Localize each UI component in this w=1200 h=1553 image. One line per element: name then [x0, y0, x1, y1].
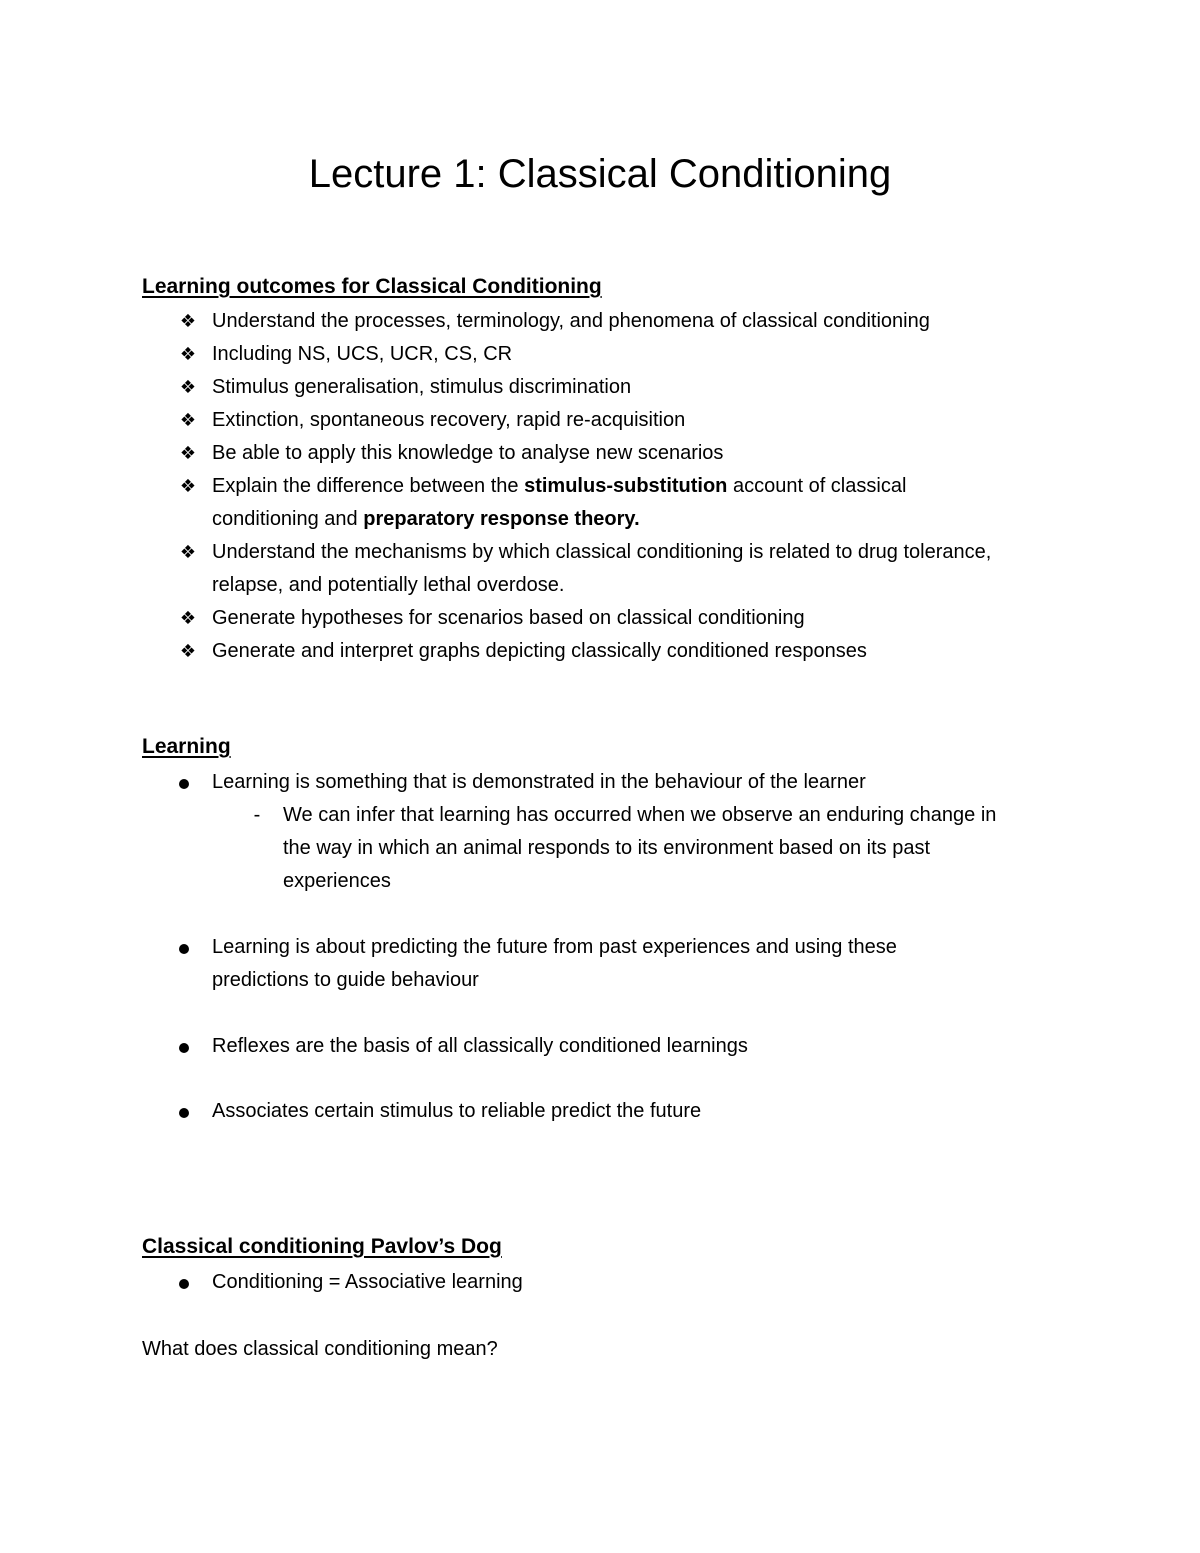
list-item-text: Be able to apply this knowledge to analyse new scenarios [212, 442, 724, 464]
list-item-text: Understand the processes, terminology, and phenomena of classical conditioning [212, 310, 930, 332]
list-item-text: account of classical [727, 475, 907, 497]
list-item-text: Including NS, UCS, UCR, CS, CR [212, 343, 513, 365]
list-item [179, 602, 1072, 635]
list-item-text: Conditioning = Associative learning [212, 1271, 523, 1293]
sub-list-item-text: experiences [283, 870, 391, 892]
list-item [179, 338, 1072, 371]
list-item-text: conditioning and [212, 508, 364, 530]
list-item [179, 371, 1072, 404]
list-item-text: predictions to guide behaviour [212, 969, 479, 991]
list-item-text: Explain the difference between the [212, 475, 525, 497]
list-item [212, 1266, 1072, 1299]
diamond-bullet-icon: ❖ [179, 344, 197, 364]
list-item-text: Understand the mechanisms by which classical conditioning is related to drug tolerance, [212, 541, 992, 563]
dash-bullet-icon: - [253, 804, 261, 826]
diamond-bullet-icon: ❖ [179, 476, 197, 496]
list-item [212, 766, 1072, 799]
list-item [179, 437, 1072, 470]
list-item [179, 635, 1072, 668]
round-bullet-icon [179, 1043, 189, 1053]
section-heading-learning: Learning [142, 735, 231, 758]
bold-term-stimulus-substitution: stimulus-substitution [524, 475, 728, 497]
round-bullet-icon [179, 944, 189, 954]
diamond-bullet-icon: ❖ [179, 410, 197, 430]
sub-list-item-text: the way in which an animal responds to its environment based on its past [283, 837, 931, 859]
list-item-text: Generate and interpret graphs depicting classically conditioned responses [212, 640, 867, 662]
diamond-bullet-icon: ❖ [179, 542, 197, 562]
section-heading-learning-outcomes: Learning outcomes for Classical Conditioning [142, 275, 602, 298]
list-item [212, 1095, 1072, 1128]
question-text: What does classical conditioning mean? [142, 1338, 498, 1360]
list-item-text: relapse, and potentially lethal overdose. [212, 574, 565, 596]
sub-list-item-text: We can infer that learning has occurred when we observe an enduring change in [283, 804, 997, 826]
list-item [212, 1030, 1072, 1063]
diamond-bullet-icon: ❖ [179, 608, 197, 628]
list-item [212, 931, 1072, 997]
list-item-text: Reflexes are the basis of all classically conditioned learnings [212, 1035, 748, 1057]
diamond-bullet-icon: ❖ [179, 443, 197, 463]
round-bullet-icon [179, 1279, 189, 1289]
list-item [179, 536, 1072, 602]
sub-list-item [253, 799, 1073, 898]
list-item-text: Extinction, spontaneous recovery, rapid re-acquisition [212, 409, 686, 431]
diamond-bullet-icon: ❖ [179, 377, 197, 397]
list-item-text: Learning is something that is demonstrated in the behaviour of the learner [212, 771, 866, 793]
page-title: Lecture 1: Classical Conditioning [308, 152, 892, 196]
list-item-text: Associates certain stimulus to reliable predict the future [212, 1100, 702, 1122]
section-heading-pavlovs-dog: Classical conditioning Pavlov’s Dog [142, 1235, 502, 1258]
list-item [179, 470, 1072, 536]
round-bullet-icon [179, 779, 189, 789]
list-item-text: Learning is about predicting the future from past experiences and using these [212, 936, 897, 958]
list-item-text: Stimulus generalisation, stimulus discrimination [212, 376, 632, 398]
list-item-text: Generate hypotheses for scenarios based on classical conditioning [212, 607, 805, 629]
diamond-bullet-icon: ❖ [179, 311, 197, 331]
round-bullet-icon [179, 1108, 189, 1118]
diamond-bullet-icon: ❖ [179, 641, 197, 661]
list-item [179, 404, 1072, 437]
bold-term-preparatory-response: preparatory response theory. [363, 508, 640, 530]
list-item [179, 305, 1072, 338]
